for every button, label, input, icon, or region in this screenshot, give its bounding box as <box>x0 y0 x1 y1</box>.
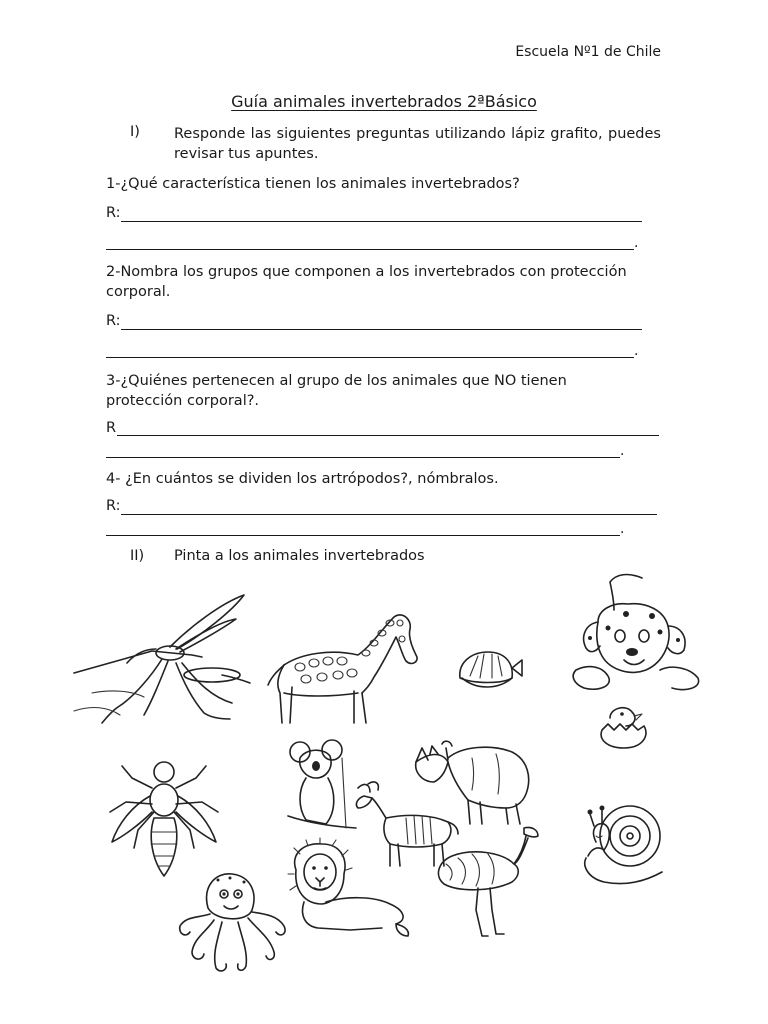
answer-line-4b[interactable] <box>106 535 620 536</box>
school-name: Escuela Nº1 de Chile <box>515 44 661 60</box>
section-2-instruction: Pinta a los animales invertebrados <box>174 548 425 564</box>
answer-label-2: R: <box>106 313 121 329</box>
snail-icon[interactable] <box>578 798 666 894</box>
giraffe-icon[interactable] <box>262 605 430 727</box>
answer-line-2a[interactable] <box>121 329 642 330</box>
answer-line-3a[interactable] <box>117 435 659 436</box>
question-3: 3-¿Quiénes pertenecen al grupo de los animales que NO tienen protección corporal?. <box>106 373 567 409</box>
question-2: 2-Nombra los grupos que componen a los invertebrados con protección corporal. <box>106 264 627 300</box>
section-2-numeral: II) <box>130 548 145 564</box>
answer-line-2b[interactable] <box>106 357 634 358</box>
worksheet-title: Guía animales invertebrados 2ªBásico <box>231 92 537 111</box>
answer-line-1a[interactable] <box>121 221 642 222</box>
question-4: 4- ¿En cuántos se dividen los artrópodos?, nómbralos. <box>106 471 499 487</box>
chick-hatching-icon[interactable] <box>596 700 656 752</box>
line-end-2: . <box>634 343 639 359</box>
koala-icon[interactable] <box>286 738 358 830</box>
line-end-3: . <box>620 443 625 459</box>
octopus-icon[interactable] <box>172 868 290 976</box>
section-1-numeral: I) <box>130 124 140 140</box>
answer-line-1b[interactable] <box>106 249 634 250</box>
dalmatian-puppy-icon[interactable] <box>568 570 708 705</box>
answer-label-4: R: <box>106 498 121 514</box>
ostrich-icon[interactable] <box>432 822 544 940</box>
mosquito-icon[interactable] <box>72 585 252 725</box>
answer-line-3b[interactable] <box>106 457 620 458</box>
fly-icon[interactable] <box>104 752 226 882</box>
question-1: 1-¿Qué característica tienen los animales invertebrados? <box>106 176 520 192</box>
line-end-1: . <box>634 235 639 251</box>
line-end-4: . <box>620 521 625 537</box>
lion-icon[interactable] <box>286 840 414 938</box>
answer-line-4a[interactable] <box>121 514 657 515</box>
section-1-instruction: Responde las siguientes preguntas utilizando lápiz grafito, puedes revisar tus apuntes. <box>174 126 661 162</box>
shell-icon[interactable] <box>452 648 524 696</box>
answer-label-3: R <box>106 420 117 436</box>
rhinoceros-icon[interactable] <box>412 738 534 828</box>
answer-label-1: R: <box>106 205 121 221</box>
